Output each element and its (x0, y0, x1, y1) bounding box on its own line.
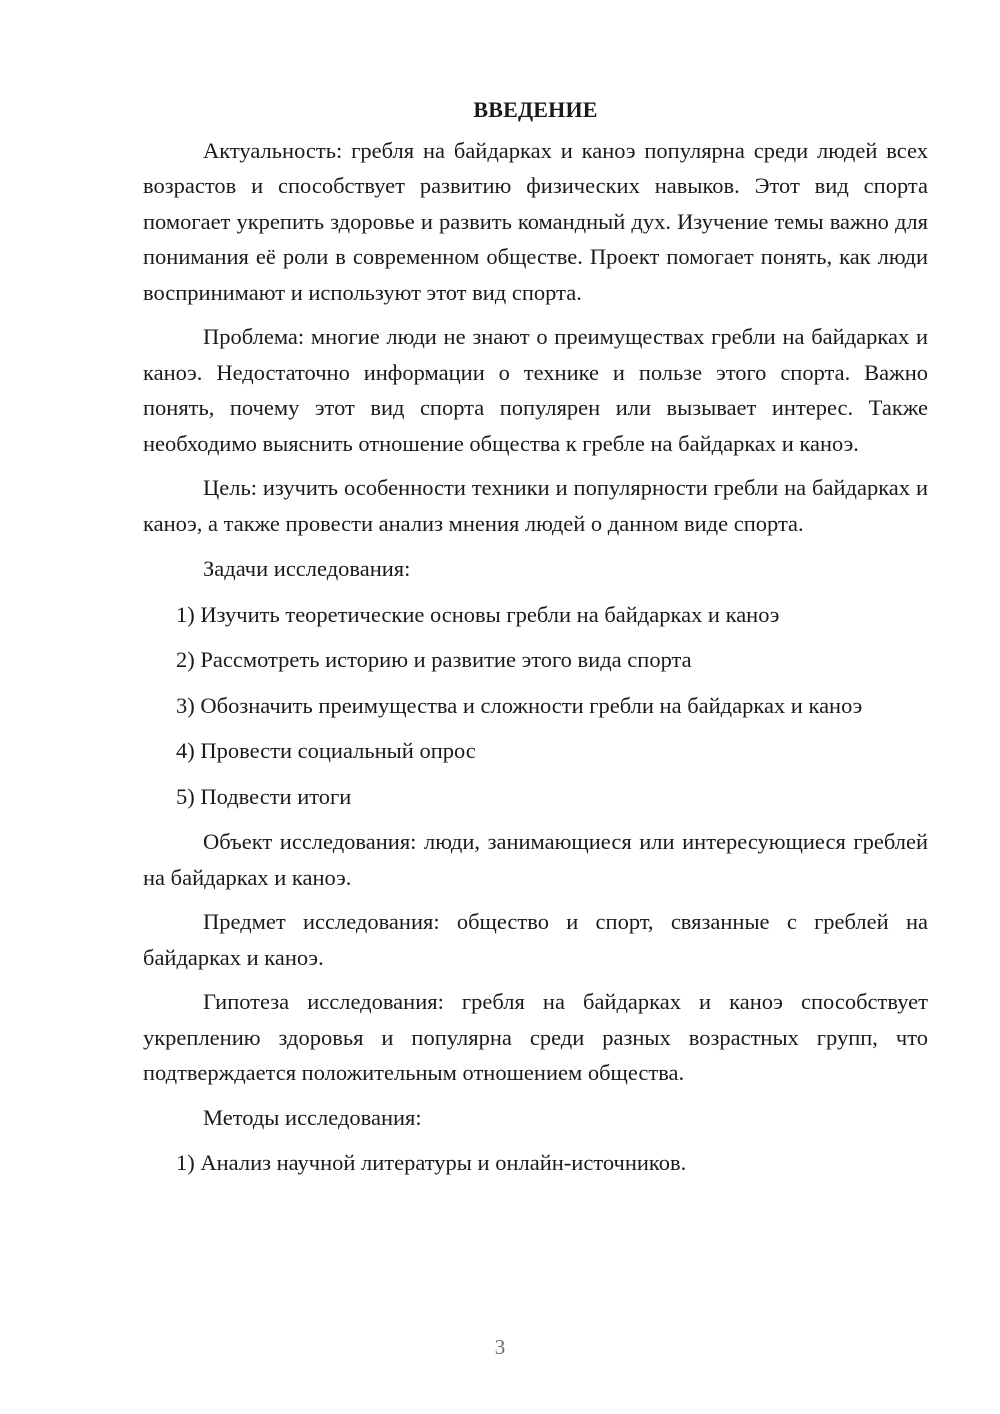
paragraph-goal: Цель: изучить особенности техники и популярности гребли на байдарках и каноэ, а также провести анализ мнения людей о данном виде спорта. (143, 475, 928, 536)
paragraph-problem: Проблема: многие люди не знают о преимуществах гребли на байдарках и каноэ. Недостаточно информации о технике и пользе этого спорта. Важно понять, почему этот вид спорта популярен или вызывает интерес. Также необходимо выяснить отношение общества к гребле на байдарках и каноэ. (143, 324, 928, 456)
methods-heading: Методы исследования: (203, 1104, 422, 1130)
document-page (143, 92, 928, 1191)
task-item: 3) Обозначить преимущества и сложности гребли на байдарках и каноэ (176, 692, 863, 718)
paragraph-subject: Предмет исследования: общество и спорт, связанные с греблей на байдарках и каноэ. (143, 909, 928, 970)
task-item: 2) Рассмотреть историю и развитие этого вида спорта (176, 647, 692, 672)
task-item: 5) Подвести итоги (176, 783, 352, 809)
page-number: 3 (494, 1335, 506, 1359)
paragraph-object: Объект исследования: люди, занимающиеся или интересующиеся греблей на байдарках и каноэ. (143, 829, 928, 890)
method-item: 1) Анализ научной литературы и онлайн-источников. (176, 1150, 687, 1175)
task-item: 1) Изучить теоретические основы гребли на байдарках и каноэ (176, 601, 780, 627)
tasks-heading: Задачи исследования: (203, 556, 411, 581)
task-item: 4) Провести социальный опрос (176, 738, 476, 763)
paragraph-hypothesis: Гипотеза исследования: гребля на байдарках и каноэ способствует укреплению здоровья и популярна среди разных возрастных групп, что подтверждается положительным отношением общества. (143, 989, 928, 1085)
paragraph-relevance: Актуальность: гребля на байдарках и каноэ популярна среди людей всех возрастов и способствует развитию физических навыков. Этот вид спорта помогает укрепить здоровье и развить командный дух. Изучение темы важно для понимания её роли в современном обществе. Проект помогает понять, как люди воспринимают и используют этот вид спорта. (143, 137, 928, 305)
section-title: ВВЕДЕНИЕ (473, 97, 598, 122)
